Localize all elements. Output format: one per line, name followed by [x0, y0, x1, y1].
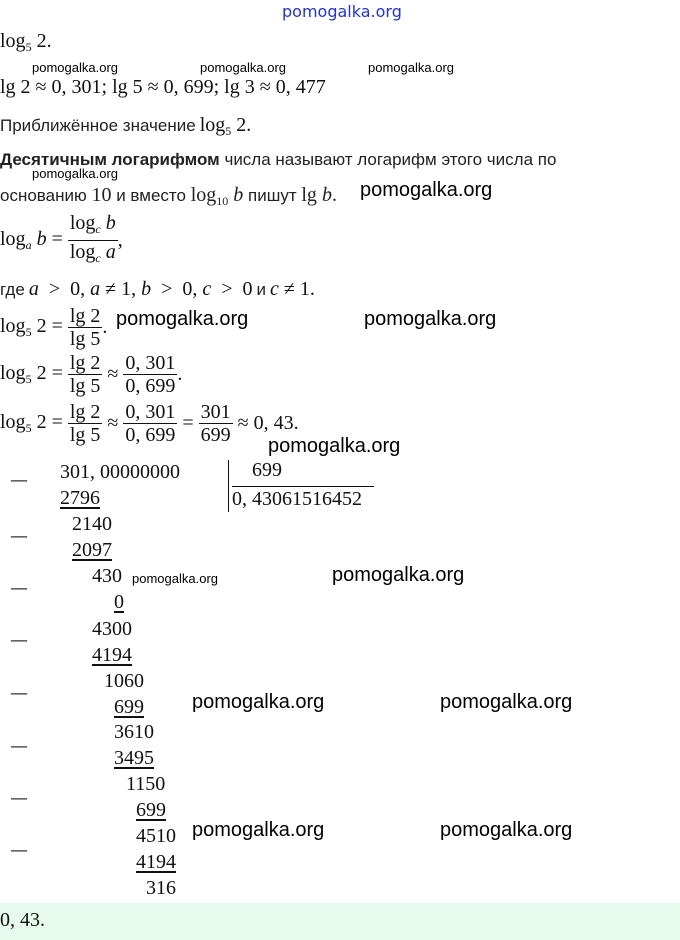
division-row: 0: [114, 591, 124, 613]
where-word: где: [0, 280, 25, 299]
log-text: $\log_5 2$.: [0, 30, 52, 54]
definition-text: числа называют логарифм этого числа по: [219, 150, 557, 169]
fraction-numerator: lg 2: [69, 352, 101, 374]
watermark-small[interactable]: pomogalka.org: [32, 60, 118, 75]
minus-sign: —: [10, 840, 28, 861]
fraction-denominator: 699: [200, 424, 231, 446]
approx-sign: ≈: [107, 363, 119, 385]
division-row: 699: [136, 799, 166, 821]
step-3-result: ≈ 0, 43.: [237, 412, 299, 434]
watermark-big[interactable]: pomogalka.org: [268, 435, 401, 457]
division-row: 2796: [60, 487, 100, 509]
division-row: 2140: [72, 513, 112, 535]
approx-values: lg 2 ≈ 0, 301; lg 5 ≈ 0, 699; lg 3 ≈ 0, 477: [0, 76, 326, 98]
division-row: 1150: [126, 773, 166, 795]
division-row: 4300: [92, 618, 132, 640]
answer-value: 0, 43.: [0, 909, 45, 931]
minus-sign: —: [10, 630, 28, 651]
watermark-big[interactable]: pomogalka.org: [440, 691, 573, 713]
division-row: 4194: [136, 851, 176, 873]
fraction-numerator: lg 2: [69, 305, 101, 327]
division-row: 4194: [92, 644, 132, 666]
watermark-big[interactable]: pomogalka.org: [116, 308, 249, 330]
quotient: 0, 43061516452: [232, 488, 362, 510]
minus-sign: —: [10, 683, 28, 704]
answer-bar: [0, 903, 680, 940]
line-log5-2: [0, 30, 52, 55]
change-of-base-formula: $\log_a b$ = $\frac{\log_c b}{\log_c a}$ ,: [0, 212, 123, 269]
division-row: 699: [114, 696, 144, 718]
step-3: $\log_5 2$ = $\frac{\lg 2}{\lg 5}$ ≈ $\frac{0, 301}{0, 699}$ = $\frac{301}{699}$ ≈ 0, 43.: [0, 401, 299, 446]
minus-sign: —: [10, 526, 28, 547]
fraction-numerator: 0, 301: [125, 352, 176, 374]
division-horizontal-line: [232, 486, 374, 487]
log10-b: $\log_{10} b$: [190, 184, 244, 208]
fraction-denominator: lg 5: [69, 375, 101, 397]
minus-sign: —: [10, 578, 28, 599]
watermark-big[interactable]: pomogalka.org: [364, 308, 497, 330]
formula-fraction: $\frac{\log_c b}{\log_c a}$: [69, 212, 116, 265]
watermark-big[interactable]: pomogalka.org: [360, 179, 493, 201]
approx-math: $\log_5 2$.: [199, 114, 252, 138]
watermark-top[interactable]: pomogalka.org: [282, 2, 402, 21]
definition-word: основанию: [0, 186, 87, 205]
minus-sign: —: [10, 788, 28, 809]
division-row: 3495: [114, 747, 154, 769]
and-word: и: [256, 280, 267, 299]
fraction-denominator: lg 5: [69, 328, 101, 350]
fraction-numerator: 301: [200, 401, 231, 423]
watermark-big[interactable]: pomogalka.org: [332, 564, 465, 586]
approx-line: [0, 114, 251, 139]
division-row: 430: [92, 565, 122, 587]
step-2: $\log_5 2$ = $\frac{\lg 2}{\lg 5}$ ≈ $\frac{0, 301}{0, 699}$ .: [0, 352, 183, 397]
division-row: 316: [146, 877, 176, 899]
watermark-small[interactable]: pomogalka.org: [132, 571, 218, 586]
division-row: 2097: [72, 539, 112, 561]
minus-sign: —: [10, 470, 28, 491]
watermark-small[interactable]: pomogalka.org: [32, 166, 118, 181]
watermark-small[interactable]: pomogalka.org: [200, 60, 286, 75]
definition-line2: [0, 184, 337, 209]
conditions-end: c ≠ 1.: [270, 278, 315, 300]
fraction-numerator: 0, 301: [125, 401, 176, 423]
division-row: 3610: [114, 721, 154, 743]
definition-word: пишут: [248, 186, 297, 205]
dividend: 301, 00000000: [60, 461, 180, 483]
watermark-big[interactable]: pomogalka.org: [440, 819, 573, 841]
approx-label: Приближённое значение: [0, 116, 196, 135]
division-row: 1060: [104, 670, 144, 692]
watermark-big[interactable]: pomogalka.org: [192, 819, 325, 841]
step-1: $\log_5 2$ = $\frac{\lg 2}{\lg 5}$ .: [0, 305, 108, 350]
fraction-numerator: lg 2: [69, 401, 101, 423]
approx-sign: ≈: [107, 412, 119, 434]
fraction-denominator: 0, 699: [125, 375, 176, 397]
fraction-denominator: 0, 699: [125, 424, 176, 446]
watermark-small[interactable]: pomogalka.org: [368, 60, 454, 75]
conditions-math: a > 0, a ≠ 1, b > 0, c > 0: [28, 278, 253, 300]
minus-sign: —: [10, 736, 28, 757]
conditions-line: [0, 278, 315, 301]
equals-sign: =: [182, 412, 194, 434]
base-10: 10: [91, 184, 112, 206]
division-vertical-line: [228, 460, 229, 512]
watermark-big[interactable]: pomogalka.org: [192, 691, 325, 713]
definition-word: и вместо: [116, 186, 186, 205]
definition-term: Десятичным логарифмом: [0, 150, 220, 169]
fraction-denominator: lg 5: [69, 424, 101, 446]
divisor: 699: [252, 459, 282, 481]
division-row: 4510: [136, 825, 176, 847]
lg-b: lg b.: [301, 184, 337, 206]
